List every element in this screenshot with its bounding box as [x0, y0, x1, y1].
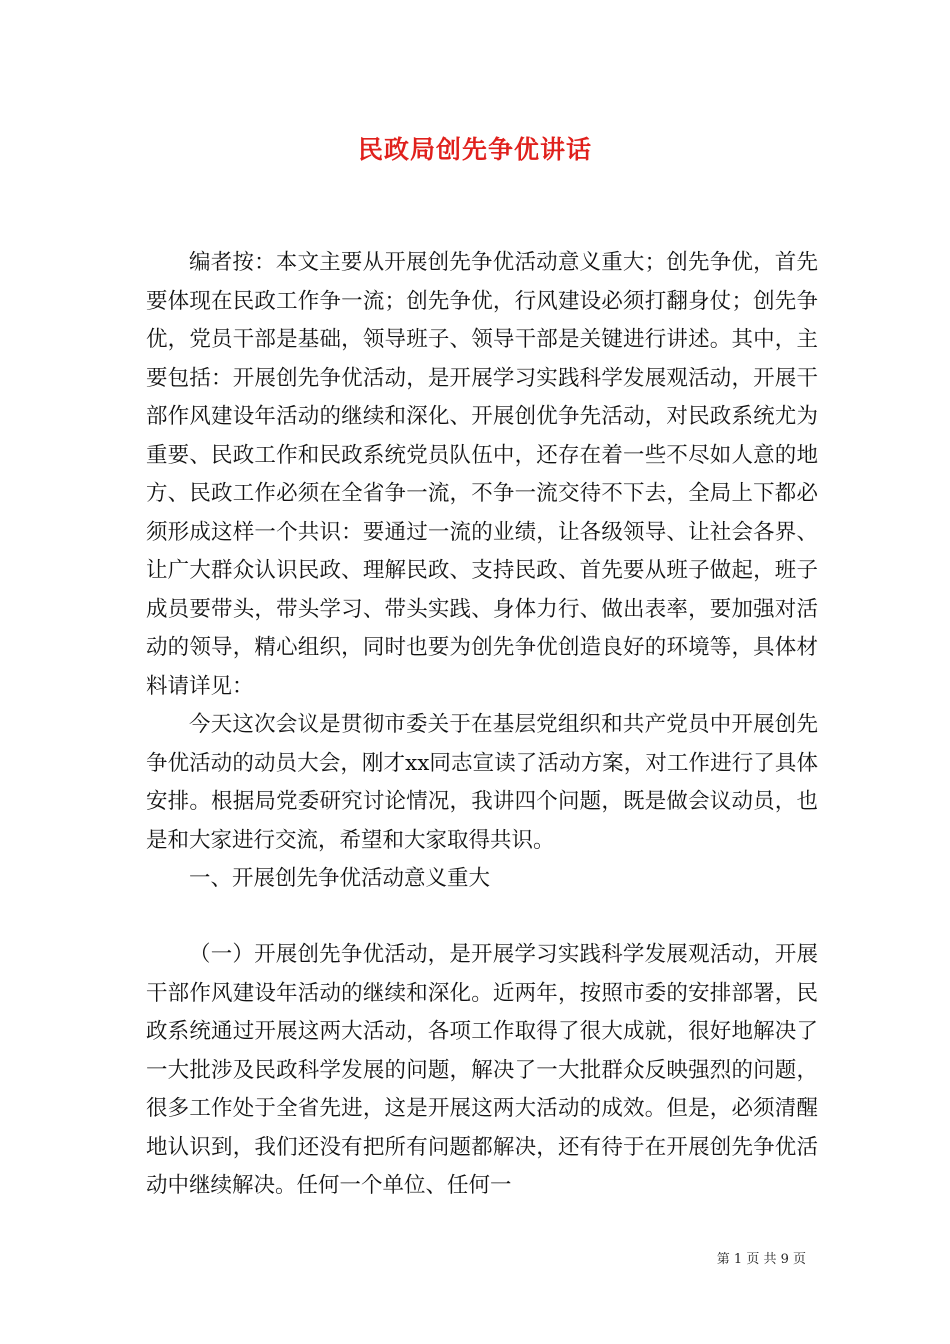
section-heading: 一、开展创先争优活动意义重大 — [189, 866, 491, 891]
editor-note-paragraph: 编者按：本文主要从开展创先争优活动意义重大；创先争优，首先要体现在民政工作争一流；创先争优，行风建设必须打翻身仗；创先争优，党员干部是基础，领导班子、领导干部是关键进行讲述。其中，主要包括：开展创先争优活动，是开展学习实践科学发展观活动，开展干部作风建设年活动的继续和深化、开展创优争先活动，对民政系统尤为重要、民政工作和民政系统党员队伍中，还存在着一些不尽如人意的地方、民政工作必须在全省争一流，不争一流交待不下去，全局上下都必须形成这样一个共识：要通过一流的业绩，让各级领导、让社会各界、让广大群众认识民政、理解民政、支持民政、首先要从班子做起，班子成员要带头，带头学习、带头实践、身体力行、做出表率，要加强对活动的领导，精心组织，同时也要为创先争优创造良好的环境等，具体材料请详见： — [146, 250, 818, 699]
document-title: 民政局创先争优讲话 — [357, 135, 592, 164]
document-body-upper — [146, 244, 818, 899]
document-body-lower — [146, 936, 818, 1206]
intro-paragraph: 今天这次会议是贯彻市委关于在基层党组织和共产党员中开展创先争优活动的动员大会，刚才xx同志宣读了活动方案，对工作进行了具体安排。根据局党委研究讨论情况，我讲四个问题，既是做会议动员，也是和大家进行交流，希望和大家取得共识。 — [146, 712, 818, 853]
subsection-paragraph: （一）开展创先争优活动，是开展学习实践科学发展观活动，开展干部作风建设年活动的继续和深化。近两年，按照市委的安排部署，民政系统通过开展这两大活动，各项工作取得了很大成就，很好地解决了一大批涉及民政科学发展的问题，解决了一大批群众反映强烈的问题，很多工作处于全省先进，这是开展这两大活动的成效。但是，必须清醒地认识到，我们还没有把所有问题都解决，还有待于在开展创先争优活动中继续解决。任何一个单位、任何一 — [146, 942, 818, 1198]
page-number: 第 1 页 共 9 页 — [716, 1252, 806, 1267]
